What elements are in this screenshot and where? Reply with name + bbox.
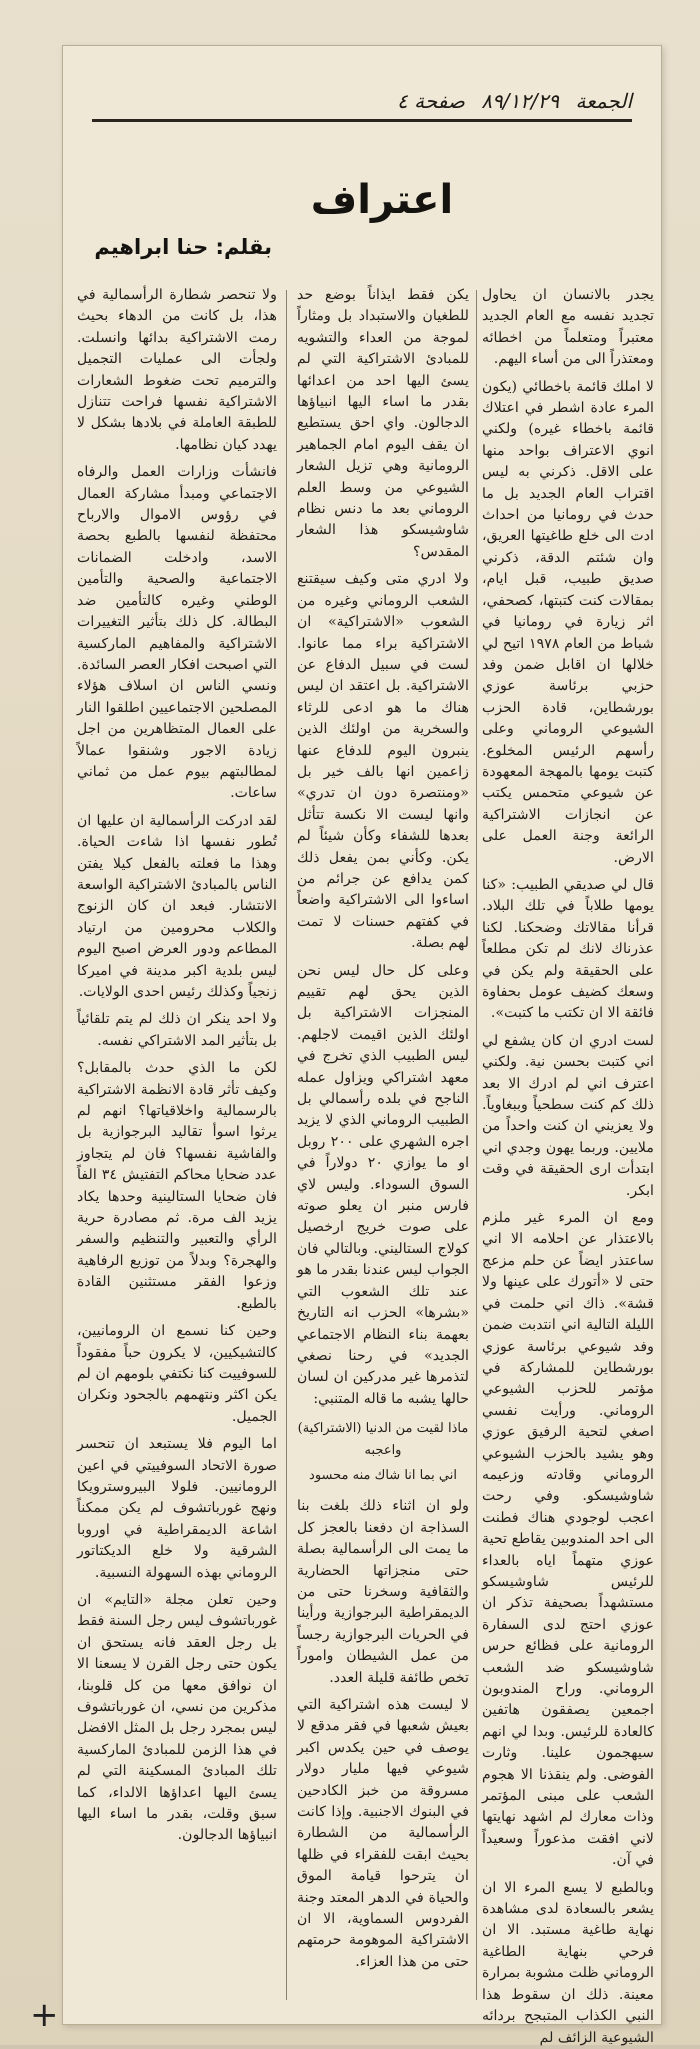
paragraph: ومع ان المرء غير ملزم بالاعتذار عن احلامه الا اني ساعتذر ايضاً عن حلم مزعج حتى لا «أتورك على عينها ولا قشة». ذاك اني حلمت في الليلة التالية اني انتدبت ضمن وفد شيوعي برئاسة عوزي بورشطاين للمشاركة في مؤتمر للحزب الشيوعي الروماني. ورأيت نفسي اصغي لتحية الرفيق عوزي وهو يشيد بالحزب الشيوعي الروماني وقادته وزعيمه شاوشيسكو. وفي رحت اعجب لوجودي هناك فطنت الى احد المندوبين يقاطع تحية عوزي متهماً اياه بالعداء للرئيس شاوشيسكو مستشهداً بصحيفة تذكر ان عوزي احتج لدى السفارة الرومانية على فظائع حرس شاوشيسكو ضد الشعب الروماني. وراح المندوبون اجمعين يصفقون هاتفين كالعادة للرئيس. وبدا لي انهم سيهجمون علينا. وثارت الفوضى. ولم ينقذنا الا هجوم الشعب على مبنى المؤتمر وذات معارك لم اشهد نهايتها لاني افقت مذعوراً وسعيداً في آن. [482, 1210, 654, 1869]
paragraph: لكن ما الذي حدث بالمقابل؟ وكيف تأثر قادة الانظمة الاشتراكية بالرسمالية واخلاقياتها؟ انهم لم يرثوا اسوأ تقاليد البرجوازية بل والفاشية نفسها؟ فان لم يتجاوز عدد ضحايا محاكم التفتيش ٣٤ الفاً فان ضحايا الستالينية وحدها يكاد يزيد الف مرة. ثم مصادرة حرية الرأي والتعبير والتنظيم والسفر والهجرة؟ وبدلاً من توزيع الرفاهية وزعوا الفقر مستثنين القادة بالطبع. [77, 1060, 277, 1312]
article-title: اعتراف [310, 177, 454, 223]
article-column-3 [77, 285, 277, 2015]
paragraph: ولا تنحصر شطارة الرأسمالية في هذا، بل كانت من الدهاء بحيث رمت الاشتراكية بدائها وانسلت. ولجأت الى عمليات التجميل والترميم تحت ضغوط الشعارات الاشتراكية نفسها فراحت تتنازل للطبقة العاملة في بلادها بشكل لا يهدد كيان نظامها. [77, 287, 277, 453]
paragraph: يجدر بالانسان ان يحاول تجديد نفسه مع العام الجديد معتبراً ومتعلماً من اخطائه ومعتذراً الى من أساء اليهم. [482, 287, 654, 368]
poem-line: اني بما انا شاك منه محسود [309, 1467, 457, 1483]
article-column-2 [297, 285, 469, 2015]
paragraph: وعلى كل حال ليس نحن الذين يحق لهم تقييم المنجزات الاشتراكية بل اولئك الذين اقيمت لاجلهم. ليس الطبيب الذي تخرج في معهد اشتراكي ويزاول عمله الناجح في بلده رأسمالي بل الطبيب الروماني الذي لا يزيد اجره الشهري على ٢٠٠ روبل او ما يوازي ٢٠ دولاراً في السوق السوداء. وليس لاي فارس منبر ان يعلو صوته على صوت خريج ارخصيل كولاج الستاليني. وبالتالي فان الجواب ليس عندنا بقدر ما هو عند تلك الشعوب التي «بشرها» الحزب انه التاريخ بعهمة بناء النظام الاجتماعي الجديد» في رحنا نصغي لتذمرها غير مدركين ان لسان حالها يشبه ما قاله المتنبي: [297, 962, 470, 1407]
dateline-date: ٨٩/١٢/٢٩ [481, 89, 560, 113]
paragraph: فانشأت وزارات العمل والرفاه الاجتماعي ومبدأ مشاركة العمال في رؤوس الاموال والارباح محتفظة لنفسها بالطبع بحصة الاسد، وادخلت الضمانات الاجتماعية والصحية والتأمين الوطني وغيره كالتأمين ضد البطالة. كل ذلك بتأثير التغييرات الاشتراكية والمفاهيم الماركسية التي اصبحت افكار العصر السائدة. ونسي الناس ان اسلاف هؤلاء المصلحين الاجتماعيين اطلقوا النار على العمال المتظاهرين من اجل زيادة الاجور وشنقوا عمالاً لمطالبتهم بيوم عمل من ثماني ساعات. [77, 464, 277, 802]
paragraph: يكن فقط ايذاناً بوضع حد للطغيان والاستبداد بل ومثاراً لموجة من العداء والتشويه للمبادئ الاشتراكية التي لم يسئ اليها احد من اعدائها بقدر ما اساء اليها انبياؤها الدجالون. واي احق يستطيع ان يقف اليوم امام الجماهير الرومانية وهي تزيل الشعار الشيوعي من وسط العلم الروماني بعد ما دنس نظام شاوشيسكو هذا الشعار المقدس؟ [297, 287, 469, 560]
paragraph: ولو ان اثناء ذلك بلغت بنا السذاجة ان دفعنا بالعجز كل ما يمت الى الرأسمالية بصلة حتى منجزاتها الحضارية والثقافية وسخرنا حتى من الديمقراطية البرجوازية ورأينا في الحريات البرجوازية رجساً من عمل الشيطان واموراً تخص طائفة قليلة العدد. [297, 1498, 469, 1686]
dateline-day: الجمعة [575, 89, 632, 113]
dateline-page: صفحة ٤ [397, 89, 465, 113]
paragraph: ولا احد ينكر ان ذلك لم يتم تلقائياً بل بتأثير المد الاشتراكي نفسه. [77, 1011, 277, 1049]
poem-quote [297, 1418, 469, 1486]
column-rule [286, 290, 287, 2000]
crop-mark-icon: + [30, 1995, 59, 2035]
article-column-1 [482, 285, 654, 2046]
article-byline: بقلم: حنا ابراهيم [94, 235, 272, 259]
paragraph: لا املك قائمة باخطائي (يكون المرء عادة اشطر في اعتلاك قائمة باخطاء غيره) ولكني انوي الاعتراف بواحد منها على الاقل. ذكرني به ليس اقتراب العام الجديد بل ما حدث في رومانيا من احداث ادت الى خلع طاغيتها العريق، وان شئتم الدقة، ذكرني صديق طبيب، قبل ايام، بمقالات كنت كتبتها، كصحفي، اثر زيارة في رومانيا في شباط من العام ١٩٧٨ اتيح لي خلالها ان اقابل ضمن وفد حزبي برئاسة عوزي بورشطاين، قادة الحزب الشيوعي الروماني وعلى رأسهم الرئيس المخلوع. كتبت يومها بالمهجة المعهودة عن شيوعي متحمس يكتب عن انجازات الاشتراكية الرائعة وجنة العمل على الارض. [482, 378, 654, 866]
column-rule [476, 290, 477, 2000]
paragraph: وبالطبع لا يسع المرء الا ان يشعر بالسعادة لدى مشاهدة نهاية طاغية مستبد. الا ان فرحي بنهاية الطاغية الروماني ظلت مشوبة بمرارة معينة. ذلك ان سقوط هذا النبي الكذاب المتبجح بردائه الشيوعية الزائف لم [482, 1879, 654, 2046]
paragraph: ولا ادري متى وكيف سيقتنع الشعب الروماني وغيره من الشعوب «الاشتراكية» ان الاشتراكية براء مما عانوا. لست في سبيل الدفاع عن الاشتراكية. بل اعتقد ان ليس هناك ما هو ادعى للرثاء والسخرية من اولئك الذين ينبرون اليوم للدفاع عنها زاعمين انها بالف خير بل «ومنتصرة دون ان تدري» وانها ليست الا نكسة تتأثل بعدها للشفاء وكأن شيئاً لم يكن. وكأني بمن يفعل ذلك كمن يدافع عن جرائم من اساءوا الى الاشتراكية واضعاً في كفتهم حسنات لا تمت لهم بصلة. [297, 571, 469, 952]
paragraph: اما اليوم فلا يستبعد ان تنحسر صورة الاتحاد السوفييتي في اعين الرومانيين. فلولا البيروسترويكا ونهج غورباتشوف لم يكن ممكناً اشاعة الديمقراطية في اوروبا الشرقية ولا خلع الديكتاتور الروماني بهذه السهولة النسبية. [77, 1436, 277, 1581]
paragraph: قال لي صديقي الطبيب: «كنا يومها طلاباً في تلك البلاد. قرأنا مقالاتك وضحكنا. لكنا عذرناك لانك لم تكن مطلعاً على الحقيقة ولم يكن في وسعك كضيف عومل بحفاوة فائقة الا ان تكتب ما كتبت». [482, 876, 654, 1022]
paragraph: لقد ادركت الرأسمالية ان عليها ان تُطور نفسها اذا شاءت الحياة. وهذا ما فعلته بالفعل كيلا يفتن الناس بالمبادئ الاشتراكية الواسعة الانتشار. فبعد ان كان الزنوج والكلاب محرومين من ارتياد المطاعم ودور العرض اصبح اليوم ليس بلدية اكبر مدينة في اميركا زنجياً وكذلك رئيس احدى الولايات. [77, 812, 277, 1000]
dateline [92, 89, 632, 122]
paragraph: لست ادري ان كان يشفع لي اني كتبت بحسن نية. ولكني اعترف اني لم ادرك الا بعد ذلك كم كنت سطحياً وببغاوياً. ولا يعزيني ان كنت واحداً من ملايين. وربما يهون وجدي اني ابتدأت ارى الحقيقة في وقت ابكر. [482, 1032, 654, 1199]
paragraph: وحين تعلن مجلة «التايم» ان غورباتشوف ليس رجل السنة فقط بل رجل العقد فانه يستحق ان يكون حتى رجل القرن لا يسعنا الا ان نوافق معها من كل قلوبنا، مذكرين من نسي، ان غورباتشوف ليس بمجرد رجل بل المثل الافضل في هذا الزمن للمبادئ الماركسية تلك المبادئ المسكينة التي لم يسئ اليها اعداؤها الالداء، كما سبق وقلت، بقدر ما اساء اليها انبياؤها الدجالون. [77, 1591, 277, 1844]
paragraph: وحين كنا نسمع ان الرومانيين، كالتشيكيين، لا يكرون حباً مفقوداً للسوفييت كنا نكتفي بلومهم ان لم يكن اكثر ونتهمهم بالجحود ونكران الجميل. [77, 1323, 277, 1425]
newspaper-clipping [62, 45, 662, 2046]
poem-line: ماذا لقيت من الدنيا (الاشتراكية) واعجبه [297, 1421, 469, 1458]
paragraph: لا ليست هذه اشتراكية التي بعيش شعبها في فقر مدقع لا يوصف في حين يكدس اكبر شيوعي فيها مليار دولار مسروقة من خبز الكادحين في البنوك الاجنبية. وإذا كانت الرأسمالية من الشطارة بحيث ابقت للفقراء في ظلها ان يترحوا قيامة الموق والحياة في الدهر المعتد وجنة الفردوس السماوية، الا ان الاشتراكية الموهومة حرمتهم حتى من هذا العزاء. [297, 1697, 469, 1970]
